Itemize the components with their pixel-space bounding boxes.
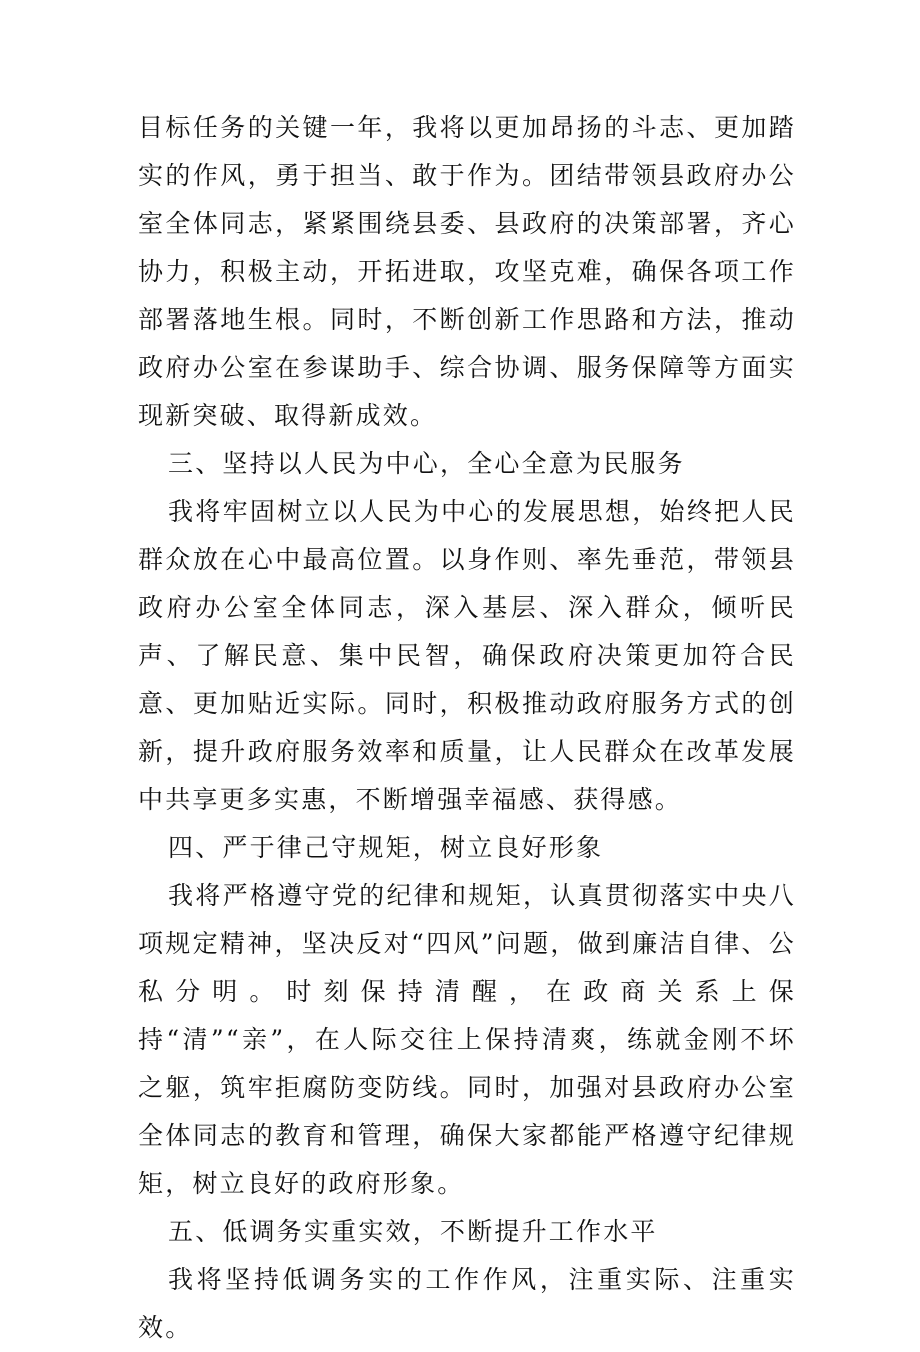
section-heading-3: 三、坚持以人民为中心，全心全意为民服务 [168,449,685,478]
section-heading-4: 四、严于律己守规矩，树立良好形象 [168,833,604,862]
paragraph-continuation: 目标任务的关键一年，我将以更加昂扬的斗志、更加踏实的作风，勇于担当、敢于作为。团结带领县政府办公室全体同志，紧紧围绕县委、县政府的决策部署，齐心协力，积极主动，开拓进取，攻坚克难，确保各项工作部署落地生根。同时，不断创新工作思路和方法，推动政府办公室在参谋助手、综合协调、服务保障等方面实现新突破、取得新成效。 [138,113,796,430]
paragraph-section-4: 我将严格遵守党的纪律和规矩，认真贯彻落实中央八项规定精神，坚决反对“四风”问题，做到廉洁自律、公私分明。时刻保持清醒，在政商关系上保持“清”“亲”，在人际交往上保持清爽，练就金刚不坏之躯，筑牢拒腐防变防线。同时，加强对县政府办公室全体同志的教育和管理，确保大家都能严格遵守纪律规矩，树立良好的政府形象。 [138,881,796,1198]
section-heading-5: 五、低调务实重实效，不断提升工作水平 [168,1217,658,1246]
paragraph-section-5: 我将坚持低调务实的工作作风，注重实际、注重实效。 [138,1265,796,1342]
paragraph-section-3: 我将牢固树立以人民为中心的发展思想，始终把人民群众放在心中最高位置。以身作则、率先垂范，带领县政府办公室全体同志，深入基层、深入群众，倾听民声、了解民意、集中民智，确保政府决策更加符合民意、更加贴近实际。同时，积极推动政府服务方式的创新，提升政府服务效率和质量，让人民群众在改革发展中共享更多实惠，不断增强幸福感、获得感。 [138,497,796,814]
document-body [138,104,796,1352]
